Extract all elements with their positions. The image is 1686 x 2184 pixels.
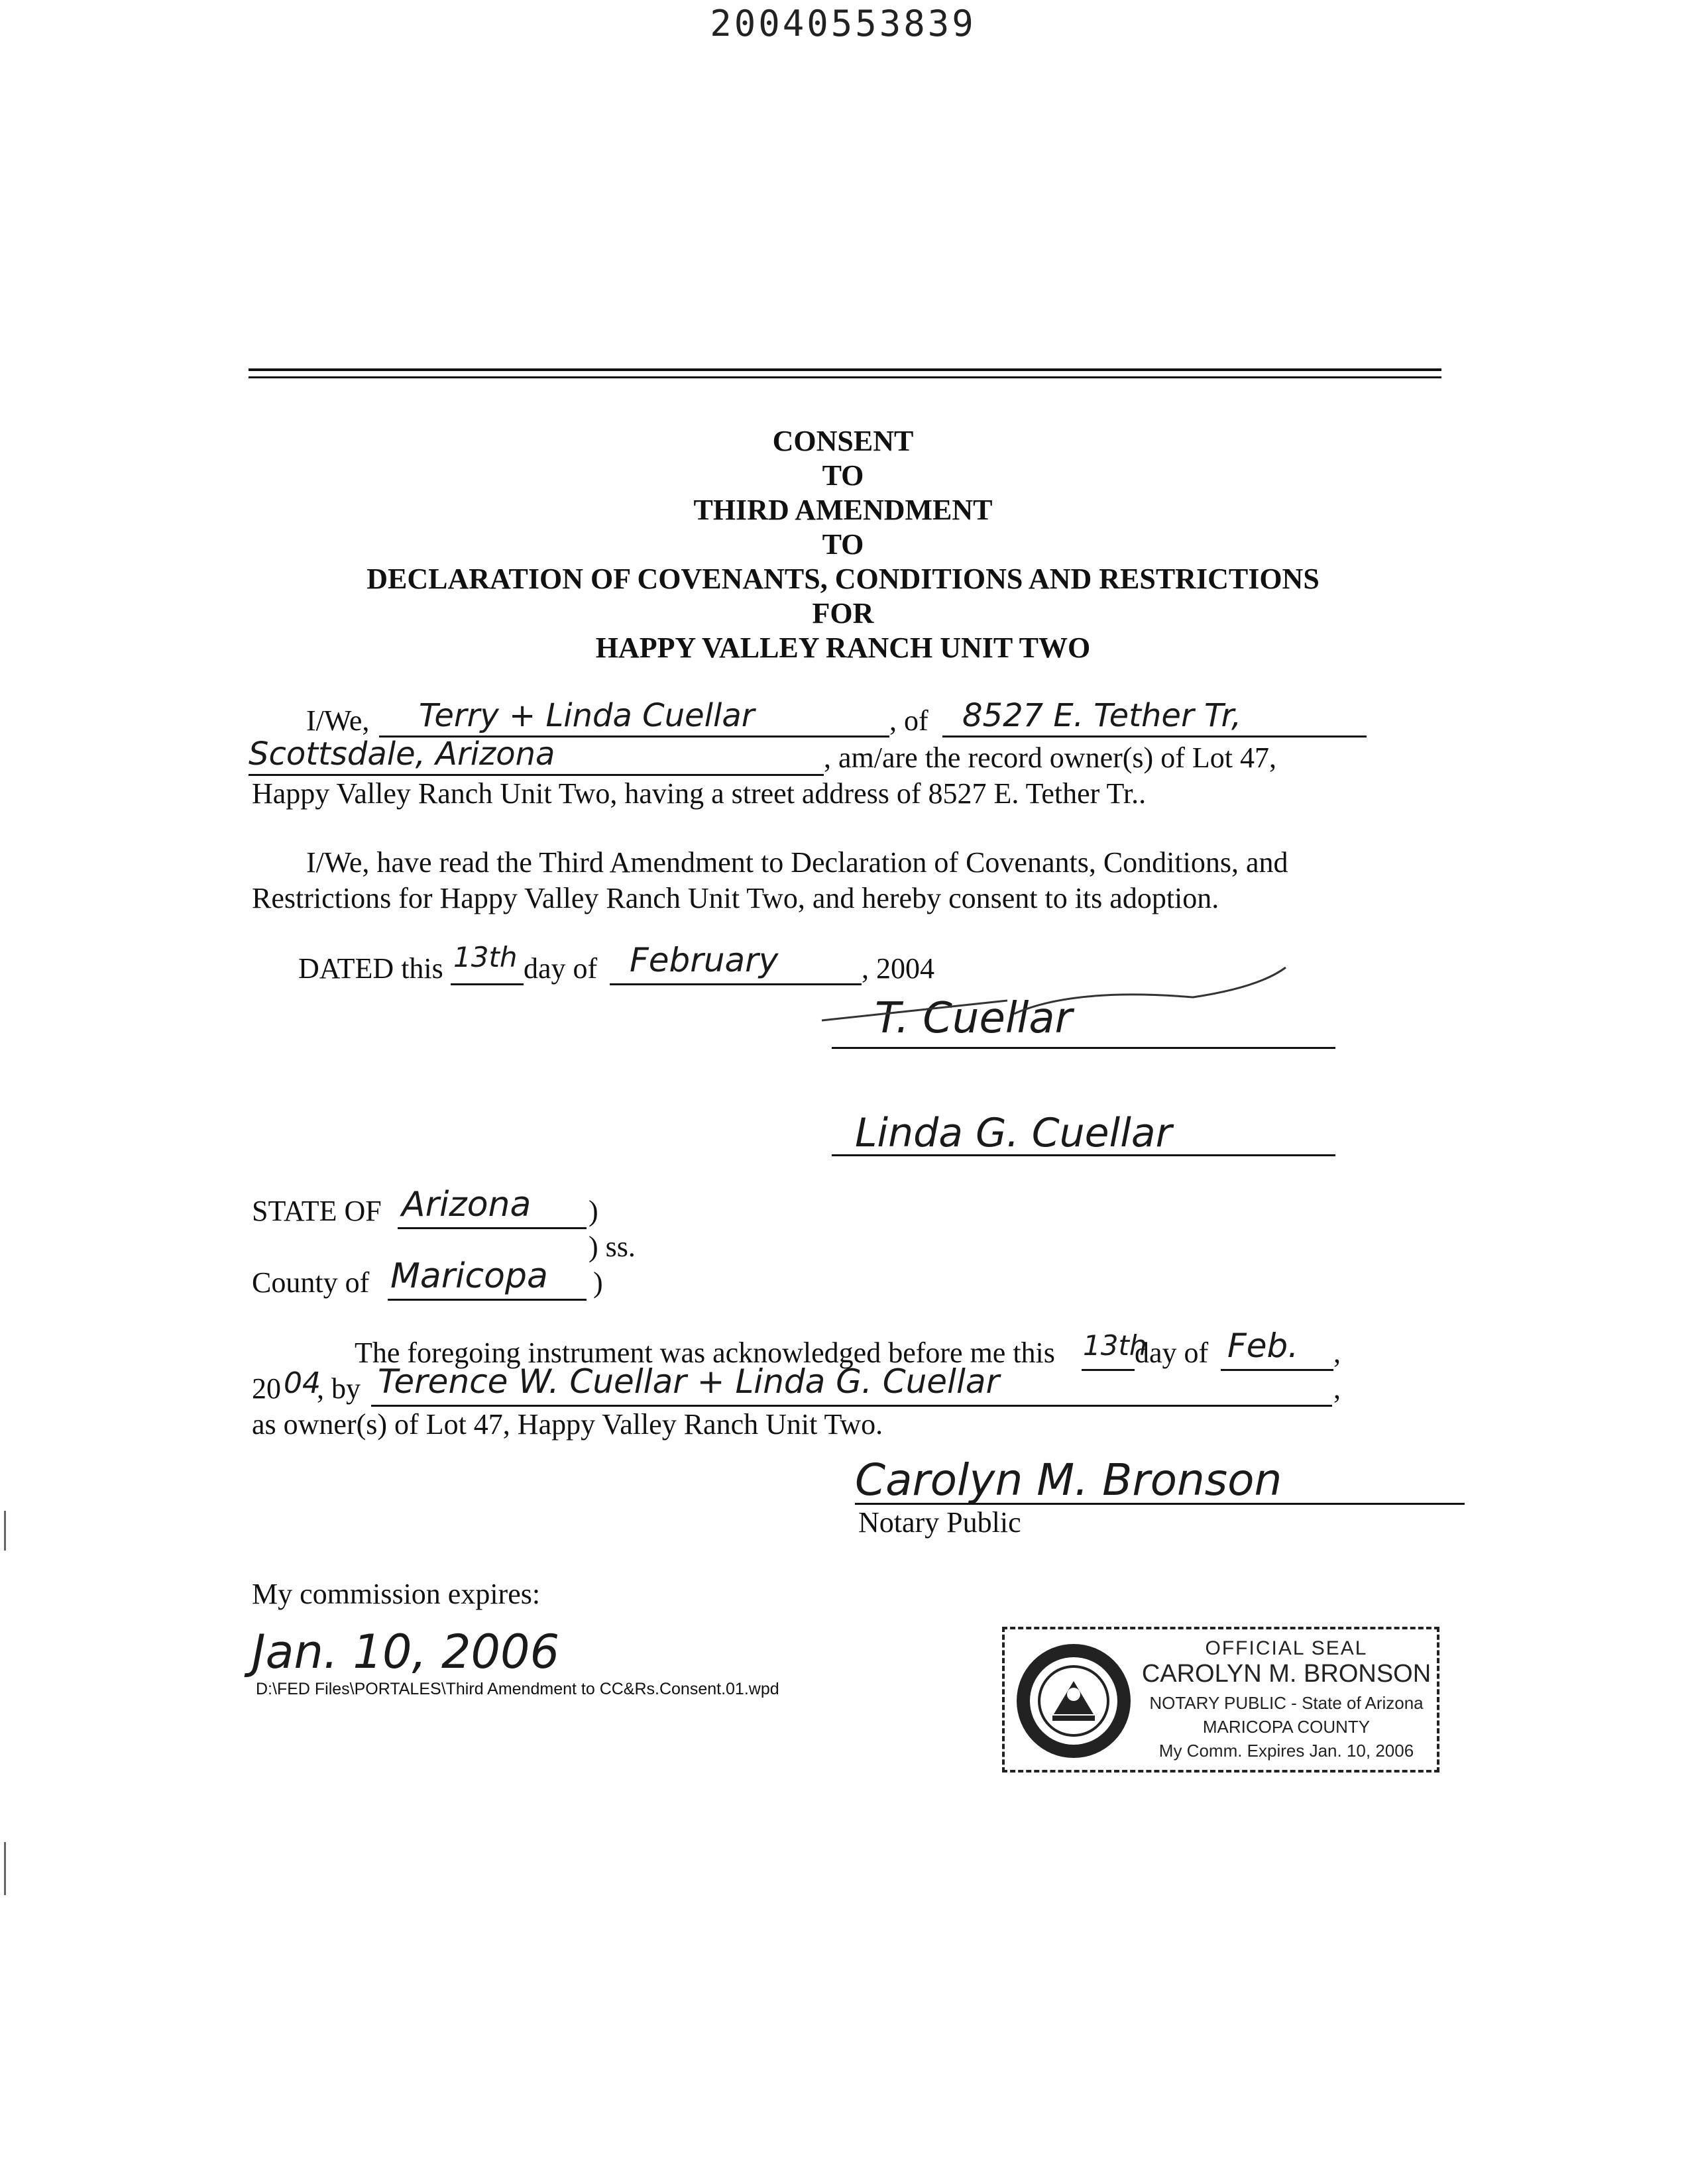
official-seal-stamp	[1002, 1627, 1439, 1773]
commission-label: My commission expires:	[252, 1578, 541, 1610]
ack-year-handwritten: 04	[284, 1366, 321, 1400]
consent-line-1: I/We, have read the Third Amendment to Declaration of Covenants, Conditions, and	[306, 846, 1288, 879]
footer-file-path: D:\FED Files\PORTALES\Third Amendment to CC&Rs.Consent.01.wpd	[256, 1680, 779, 1698]
state-label: STATE OF	[252, 1195, 382, 1227]
owner-names-field	[379, 697, 889, 737]
street-address-text: Happy Valley Ranch Unit Two, having a street address of 8527 E. Tether Tr..	[252, 777, 1147, 810]
ack-by: , by	[317, 1372, 361, 1405]
notary-signature-line	[855, 1503, 1465, 1505]
seal-line-3: NOTARY PUBLIC - State of Arizona	[1149, 1693, 1424, 1713]
top-rule	[249, 368, 1441, 371]
ack-line-3: as owner(s) of Lot 47, Happy Valley Ranch Unit Two.	[252, 1408, 883, 1441]
ack-names-field	[371, 1364, 1332, 1407]
ack-month-handwritten: Feb.	[1227, 1327, 1299, 1365]
ack-names-comma: ,	[1333, 1372, 1341, 1405]
of-label: , of	[889, 704, 928, 737]
county-paren: )	[593, 1266, 603, 1299]
dated-month-handwritten: February	[630, 941, 779, 979]
seal-line-4: MARICOPA COUNTY	[1202, 1717, 1371, 1737]
notary-public-label: Notary Public	[858, 1506, 1021, 1539]
consent-line-2: Restrictions for Happy Valley Ranch Unit Two, and hereby consent to its adoption.	[252, 882, 1219, 914]
title-to-2: TO	[822, 528, 864, 561]
document-number: 20040553839	[710, 3, 976, 44]
street-field	[942, 697, 1367, 737]
ack-names-handwritten: Terence W. Cuellar + Linda G. Cuellar	[378, 1362, 1000, 1401]
top-rule-secondary	[249, 376, 1441, 378]
state-seal-emblem	[1014, 1641, 1133, 1761]
state-field	[398, 1186, 587, 1229]
iwe-label: I/We,	[306, 704, 370, 737]
record-owner-text: , am/are the record owner(s) of Lot 47,	[824, 741, 1276, 774]
dated-day-handwritten: 13th	[453, 941, 518, 973]
state-handwritten: Arizona	[402, 1185, 532, 1225]
seal-line-5: My Comm. Expires Jan. 10, 2006	[1158, 1741, 1414, 1761]
ack-year-prefix: 20	[252, 1372, 281, 1405]
city-state-field	[249, 736, 824, 776]
title-third-amendment: THIRD AMENDMENT	[693, 494, 993, 526]
dated-year: , 2004	[862, 952, 934, 985]
county-label: County of	[252, 1266, 370, 1299]
ss-label: ) ss.	[589, 1230, 636, 1263]
title-for: FOR	[812, 597, 874, 629]
city-state-handwritten: Scottsdale, Arizona	[249, 736, 555, 773]
notary-signature: Carolyn M. Bronson	[855, 1454, 1282, 1505]
dated-prefix: DATED this	[298, 952, 443, 985]
owner-signature-1: T. Cuellar	[875, 994, 1072, 1043]
title-consent: CONSENT	[772, 425, 914, 457]
seal-line-2: CAROLYN M. BRONSON	[1141, 1660, 1432, 1688]
signature-line-1	[832, 1047, 1335, 1049]
seal-line-1: OFFICIAL SEAL	[1205, 1637, 1368, 1659]
ack-month-comma: ,	[1333, 1337, 1341, 1369]
county-handwritten: Maricopa	[390, 1256, 548, 1296]
scan-margin-mark	[4, 1511, 6, 1551]
ack-prefix: The foregoing instrument was acknowledged before me this	[355, 1337, 1055, 1369]
scan-margin-mark	[4, 1842, 6, 1895]
owner-names-handwritten: Terry + Linda Cuellar	[419, 697, 755, 734]
title-project: HAPPY VALLEY RANCH UNIT TWO	[595, 631, 1091, 664]
signature-line-2	[832, 1154, 1335, 1156]
ack-day-of: day of	[1135, 1337, 1209, 1369]
commission-date-handwritten: Jan. 10, 2006	[252, 1625, 560, 1679]
owner-signature-2: Linda G. Cuellar	[855, 1110, 1172, 1156]
street-handwritten: 8527 E. Tether Tr,	[962, 697, 1242, 734]
ack-day-handwritten: 13th	[1083, 1329, 1147, 1362]
dated-day-field	[451, 941, 524, 985]
county-field	[388, 1258, 587, 1301]
title-declaration: DECLARATION OF COVENANTS, CONDITIONS AND RESTRICTIONS	[366, 563, 1320, 595]
signature-flourish	[795, 961, 1299, 1040]
title-to: TO	[822, 459, 864, 492]
dated-day-of: day of	[524, 952, 598, 985]
state-paren: )	[589, 1195, 598, 1227]
